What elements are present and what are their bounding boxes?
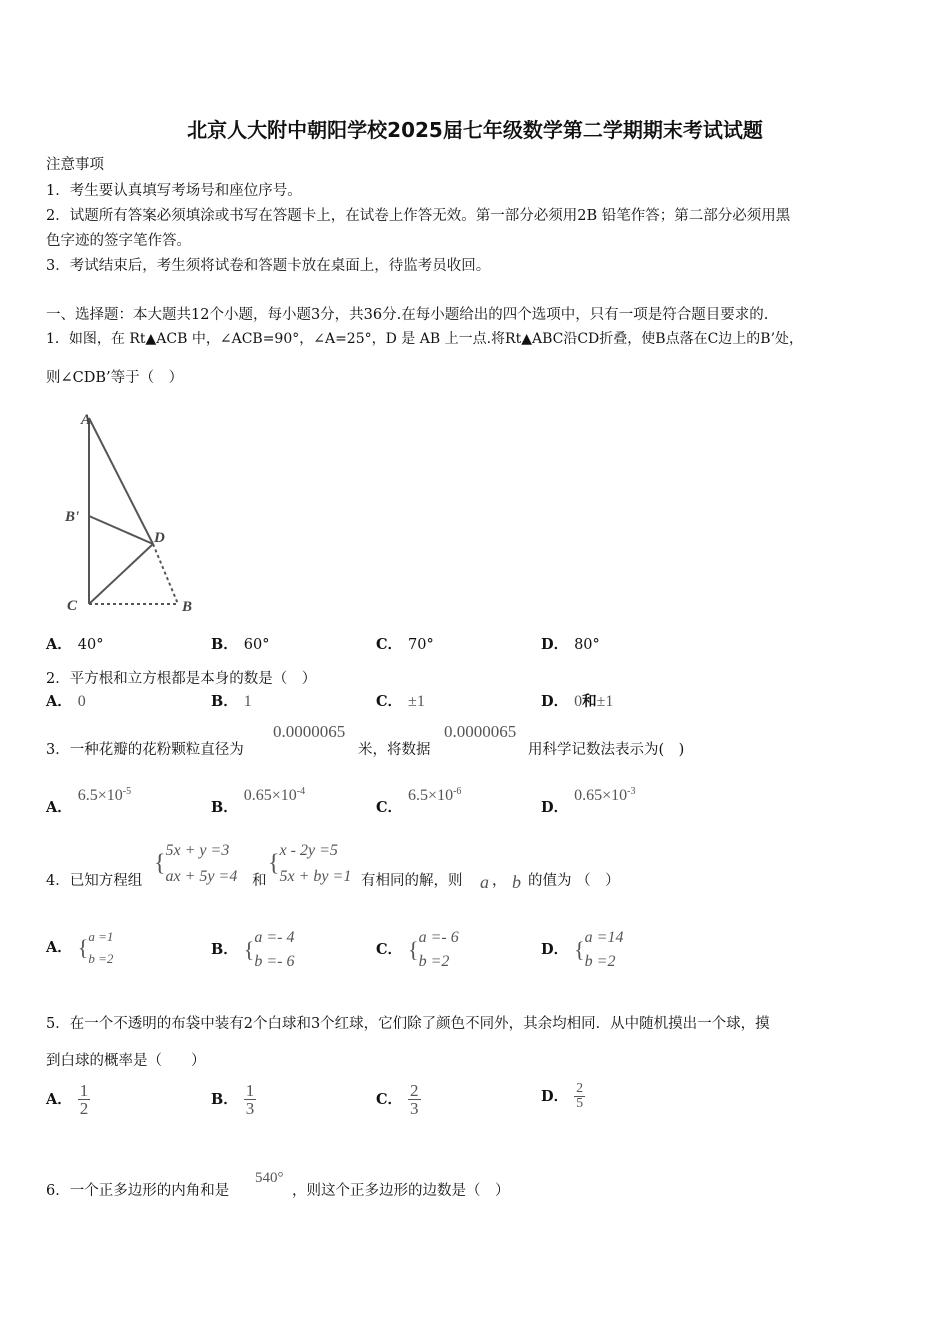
q6-stem-a: 6．一个正多边形的内角和是 (46, 1183, 230, 1199)
system-line: a =- 6 (418, 929, 459, 946)
system-line: 5x + by =1 (279, 868, 352, 885)
option-text: 0 (574, 693, 583, 710)
option-label: A． (46, 799, 72, 816)
option-text-2: ±1 (596, 693, 614, 710)
q1-stem-line1: 1．如图，在 Rt▲ACB 中，∠ACB=90°，∠A=25°，D 是 AB 上一点.将Rt▲ABC沿CD折叠，使B点落在C边上的B’处， (46, 331, 804, 347)
segment-b1d (89, 516, 153, 544)
notice-item-2: 2．试题所有答案必须填涂或书写在答题卡上，在试卷上作答无效。第一部分必须用2B 铅笔作答；第二部分必须用黑 (46, 208, 791, 224)
label-d: D (154, 530, 165, 546)
q4-option-a (46, 926, 113, 970)
system-line: 5x + y =3 (165, 842, 230, 859)
option-conjunction: 和 (582, 693, 597, 710)
q2-option-c (376, 690, 425, 711)
brace-icon: { (574, 937, 585, 962)
q3-value-1: 0.0000065 (273, 722, 346, 741)
q4-var-a: a (480, 872, 489, 892)
q4-option-d (541, 926, 623, 974)
fraction (244, 1082, 257, 1117)
option-text: ±1 (408, 693, 425, 710)
option-label: B． (211, 693, 238, 710)
notice-heading: 注意事项 (46, 157, 104, 173)
q4-stem-c: 的值为 （ ） (528, 873, 620, 889)
segment-ad (89, 418, 153, 544)
option-exponent: -5 (122, 786, 132, 798)
option-label: B． (211, 799, 238, 816)
q3-stem-a: 3．一种花瓣的花粉颗粒直径为 (46, 742, 244, 758)
option-label: D． (541, 799, 569, 816)
brace-icon: { (243, 937, 255, 962)
fraction-denominator: 2 (79, 1099, 89, 1118)
notice-item-1: 1．考生要认真填写考场号和座位序号。 (46, 183, 302, 199)
system-line: a =1 (88, 929, 114, 944)
q4-system-1 (154, 838, 237, 890)
q5-option-a (46, 1082, 90, 1117)
segment-cd (89, 544, 153, 604)
page-title: 北京人大附中朝阳学校2025届七年级数学第二学期期末考试试题 (187, 118, 763, 142)
notice-item-3: 3．考试结束后，考生须将试卷和答题卡放在桌面上，待监考员收回。 (46, 258, 491, 274)
option-label: A． (46, 693, 72, 710)
option-label: C． (376, 693, 403, 710)
q4-conjunction: 和 (252, 873, 267, 889)
q5-option-c (376, 1082, 421, 1117)
q6-stem-b: ，则这个正多边形的边数是（ ） (292, 1183, 510, 1199)
system-line: a =- 4 (254, 929, 295, 946)
option-label: D． (541, 941, 569, 958)
q1-option-d (541, 633, 600, 654)
fraction-numerator: 2 (576, 1081, 584, 1096)
option-label: D． (541, 693, 569, 710)
option-label: B． (211, 1090, 238, 1108)
q2-stem: 2．平方根和立方根都是本身的数是（ ） (46, 671, 317, 687)
q4-option-b (211, 926, 294, 974)
q1-triangle-figure (58, 408, 208, 618)
fraction-numerator: 2 (410, 1081, 419, 1100)
option-exponent: -6 (453, 786, 462, 798)
fraction (574, 1082, 585, 1111)
option-text: 80° (574, 637, 600, 653)
option-label: D． (541, 636, 569, 653)
option-base: 0.65×10 (243, 787, 297, 804)
q3-option-a (46, 784, 132, 816)
system-line: b =2 (584, 953, 616, 970)
notice-item-2-cont: 色字迹的签字笔作答。 (46, 233, 191, 249)
q2-option-b (211, 690, 252, 711)
q5-option-b (211, 1082, 256, 1117)
q2-option-d (541, 690, 613, 711)
option-text: 1 (243, 693, 252, 710)
fraction (78, 1082, 91, 1117)
q2-option-a (46, 690, 86, 711)
section-heading: 一、选择题：本大题共12个小题，每小题3分，共36分.在每小题给出的四个选项中，只有一项是符合题目要求的. (46, 307, 769, 323)
system-line: ax + 5y =4 (165, 868, 238, 885)
option-label: D． (541, 1087, 569, 1105)
q3-stem-b: 米，将数据 (358, 742, 431, 758)
option-text: 0 (77, 693, 86, 710)
option-text: 40° (77, 637, 104, 653)
brace-icon: { (268, 850, 280, 877)
fraction (408, 1082, 421, 1117)
brace-icon: { (77, 935, 89, 960)
option-label: C． (376, 799, 403, 816)
q5-option-d (541, 1082, 585, 1111)
brace-icon: { (408, 937, 419, 962)
fraction-numerator: 1 (245, 1081, 255, 1100)
q3-option-d (541, 784, 636, 816)
q3-value-2: 0.0000065 (444, 722, 517, 741)
option-base: 0.65×10 (574, 787, 628, 804)
system-line: x - 2y =5 (279, 842, 338, 859)
system-line: a =14 (584, 929, 624, 946)
option-label: C． (376, 941, 403, 958)
q1-option-a (46, 633, 103, 654)
option-exponent: -4 (296, 786, 306, 798)
system-line: b =- 6 (254, 953, 295, 970)
option-base: 6.5×10 (77, 787, 123, 804)
system-line: b =2 (418, 953, 450, 970)
q4-system-2 (268, 838, 351, 890)
label-a: A (81, 412, 92, 428)
q4-var-b: b (512, 872, 521, 892)
q1-option-b (211, 633, 269, 654)
option-label: C． (376, 636, 403, 653)
option-text: 60° (243, 637, 270, 653)
q4-option-c (376, 926, 459, 974)
option-label: A． (46, 636, 72, 653)
option-label: B． (211, 636, 238, 653)
option-label: A． (46, 939, 72, 956)
q3-option-c (376, 784, 462, 816)
q4-stem-a: 4．已知方程组 (46, 873, 143, 889)
fraction-denominator: 5 (576, 1096, 584, 1111)
fraction-denominator: 3 (245, 1099, 255, 1118)
q1-stem-line2: 则∠CDB’等于（ ） (46, 370, 184, 386)
system-line: b =2 (88, 951, 114, 966)
q5-stem-line1: 5．在一个不透明的布袋中装有2个白球和3个红球，它们除了颜色不同外，其余均相同．从中随机摸出一个球，摸 (46, 1016, 770, 1032)
q4-comma: ， (492, 873, 507, 889)
brace-icon: { (154, 850, 166, 877)
option-label: C． (376, 1090, 403, 1108)
q6-angle: 540° (255, 1170, 284, 1186)
q3-stem-c: 用科学记数法表示为( ) (528, 742, 685, 758)
fraction-numerator: 1 (79, 1081, 89, 1100)
label-b-prime: B' (65, 509, 80, 525)
q1-option-c (376, 633, 434, 654)
option-base: 6.5×10 (408, 787, 454, 804)
option-label: B． (211, 941, 238, 958)
q5-stem-line2: 到白球的概率是（ ） (46, 1053, 206, 1069)
option-exponent: -3 (627, 786, 636, 798)
label-c: C (67, 598, 78, 614)
option-label: A． (46, 1090, 72, 1108)
label-b: B (182, 599, 193, 615)
q3-option-b (211, 784, 306, 816)
q4-stem-b: 有相同的解，则 (361, 873, 463, 889)
fraction-denominator: 3 (410, 1099, 419, 1118)
segment-db-dashed (153, 544, 178, 604)
option-text: 70° (408, 637, 434, 653)
